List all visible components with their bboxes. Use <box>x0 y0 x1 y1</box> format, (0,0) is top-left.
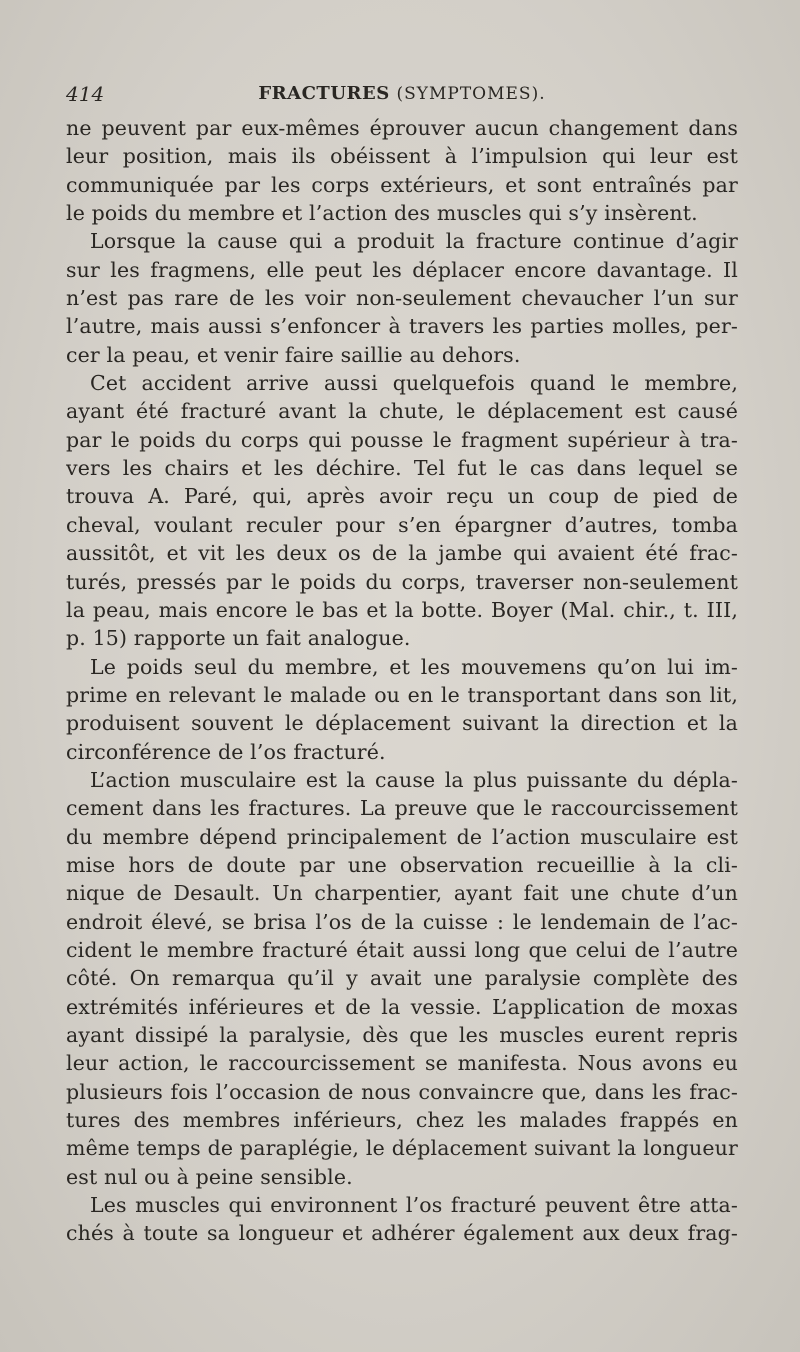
text-line: L’action musculaire est la cause la plus puissante du dépla- <box>90 767 738 792</box>
text-line: aussitôt, et vit les deux os de la jambe qui avaient été frac- <box>66 541 738 566</box>
text-line: est nul ou à peine sensible. <box>66 1164 353 1189</box>
text-line: cement dans les fractures. La preuve que le raccourcissement <box>66 796 738 821</box>
page-number: 414 <box>66 82 105 106</box>
text-line: circonférence de l’os fracturé. <box>66 739 386 764</box>
text-line: du membre dépend principalement de l’action musculaire est <box>66 824 738 849</box>
text-line: endroit élevé, se brisa l’os de la cuisse : le lendemain de l’ac- <box>66 909 738 934</box>
text-line: mise hors de doute par une observation recueillie à la cli- <box>66 852 738 877</box>
text-line: leur position, mais ils obéissent à l’impulsion qui leur est <box>66 144 738 169</box>
running-header <box>66 78 738 110</box>
text-line: communiquée par les corps extérieurs, et sont entraînés par <box>66 172 738 197</box>
text-line: Le poids seul du membre, et les mouvemens qu’on lui im- <box>90 654 738 679</box>
text-line: chés à toute sa longueur et adhérer également aux deux frag- <box>66 1221 738 1246</box>
text-line: vers les chairs et les déchire. Tel fut le cas dans lequel se <box>66 456 738 481</box>
running-title <box>66 78 738 110</box>
text-line: prime en relevant le malade ou en le transportant dans son lit, <box>66 682 738 707</box>
running-title-sub: (SYMPTOMES). <box>396 84 546 104</box>
running-title-main: FRACTURES <box>258 83 390 104</box>
text-line: sur les fragmens, elle peut les déplacer encore davantage. Il <box>66 257 738 282</box>
text-line: leur action, le raccourcissement se manifesta. Nous avons eu <box>66 1051 738 1076</box>
text-line: trouva A. Paré, qui, après avoir reçu un coup de pied de <box>66 484 738 509</box>
text-line: côté. On remarqua qu’il y avait une paralysie complète des <box>66 966 738 991</box>
text-line: tures des membres inférieurs, chez les malades frappés en <box>66 1108 738 1133</box>
text-line: extrémités inférieures et de la vessie. L’application de moxas <box>66 994 738 1019</box>
text-line: cer la peau, et venir faire saillie au dehors. <box>66 342 521 367</box>
text-line: Cet accident arrive aussi quelquefois quand le membre, <box>90 371 738 396</box>
text-line: le poids du membre et l’action des muscles qui s’y insèrent. <box>66 201 698 226</box>
text-line: n’est pas rare de les voir non-seulement chevaucher l’un sur <box>66 286 738 311</box>
text-line: produisent souvent le déplacement suivant la direction et la <box>66 711 738 736</box>
text-line: plusieurs fois l’occasion de nous convaincre que, dans les frac- <box>66 1079 738 1104</box>
body-text <box>66 114 738 1248</box>
text-line: nique de Desault. Un charpentier, ayant fait une chute d’un <box>66 881 738 906</box>
text-line: turés, pressés par le poids du corps, traverser non-seulement <box>66 569 738 594</box>
text-line: l’autre, mais aussi s’enfoncer à travers les parties molles, per- <box>66 314 738 339</box>
text-line: la peau, mais encore le bas et la botte. Boyer (Mal. chir., t. III, <box>66 597 738 622</box>
text-line: cheval, voulant reculer pour s’en épargner d’autres, tomba <box>66 512 738 537</box>
text-line: cident le membre fracturé était aussi long que celui de l’autre <box>66 937 738 962</box>
text-line: Lorsque la cause qui a produit la fracture continue d’agir <box>90 229 738 254</box>
text-line: même temps de paraplégie, le déplacement suivant la longueur <box>66 1136 738 1161</box>
text-line: Les muscles qui environnent l’os fracturé peuvent être atta- <box>90 1193 738 1218</box>
text-line: p. 15) rapporte un fait analogue. <box>66 626 411 651</box>
text-line: ayant dissipé la paralysie, dès que les muscles eurent repris <box>66 1023 738 1047</box>
text-line: ayant été fracturé avant la chute, le déplacement est causé <box>66 399 738 424</box>
text-line: ne peuvent par eux-mêmes éprouver aucun changement dans <box>66 116 738 140</box>
text-line: par le poids du corps qui pousse le fragment supérieur à tra- <box>66 427 738 452</box>
